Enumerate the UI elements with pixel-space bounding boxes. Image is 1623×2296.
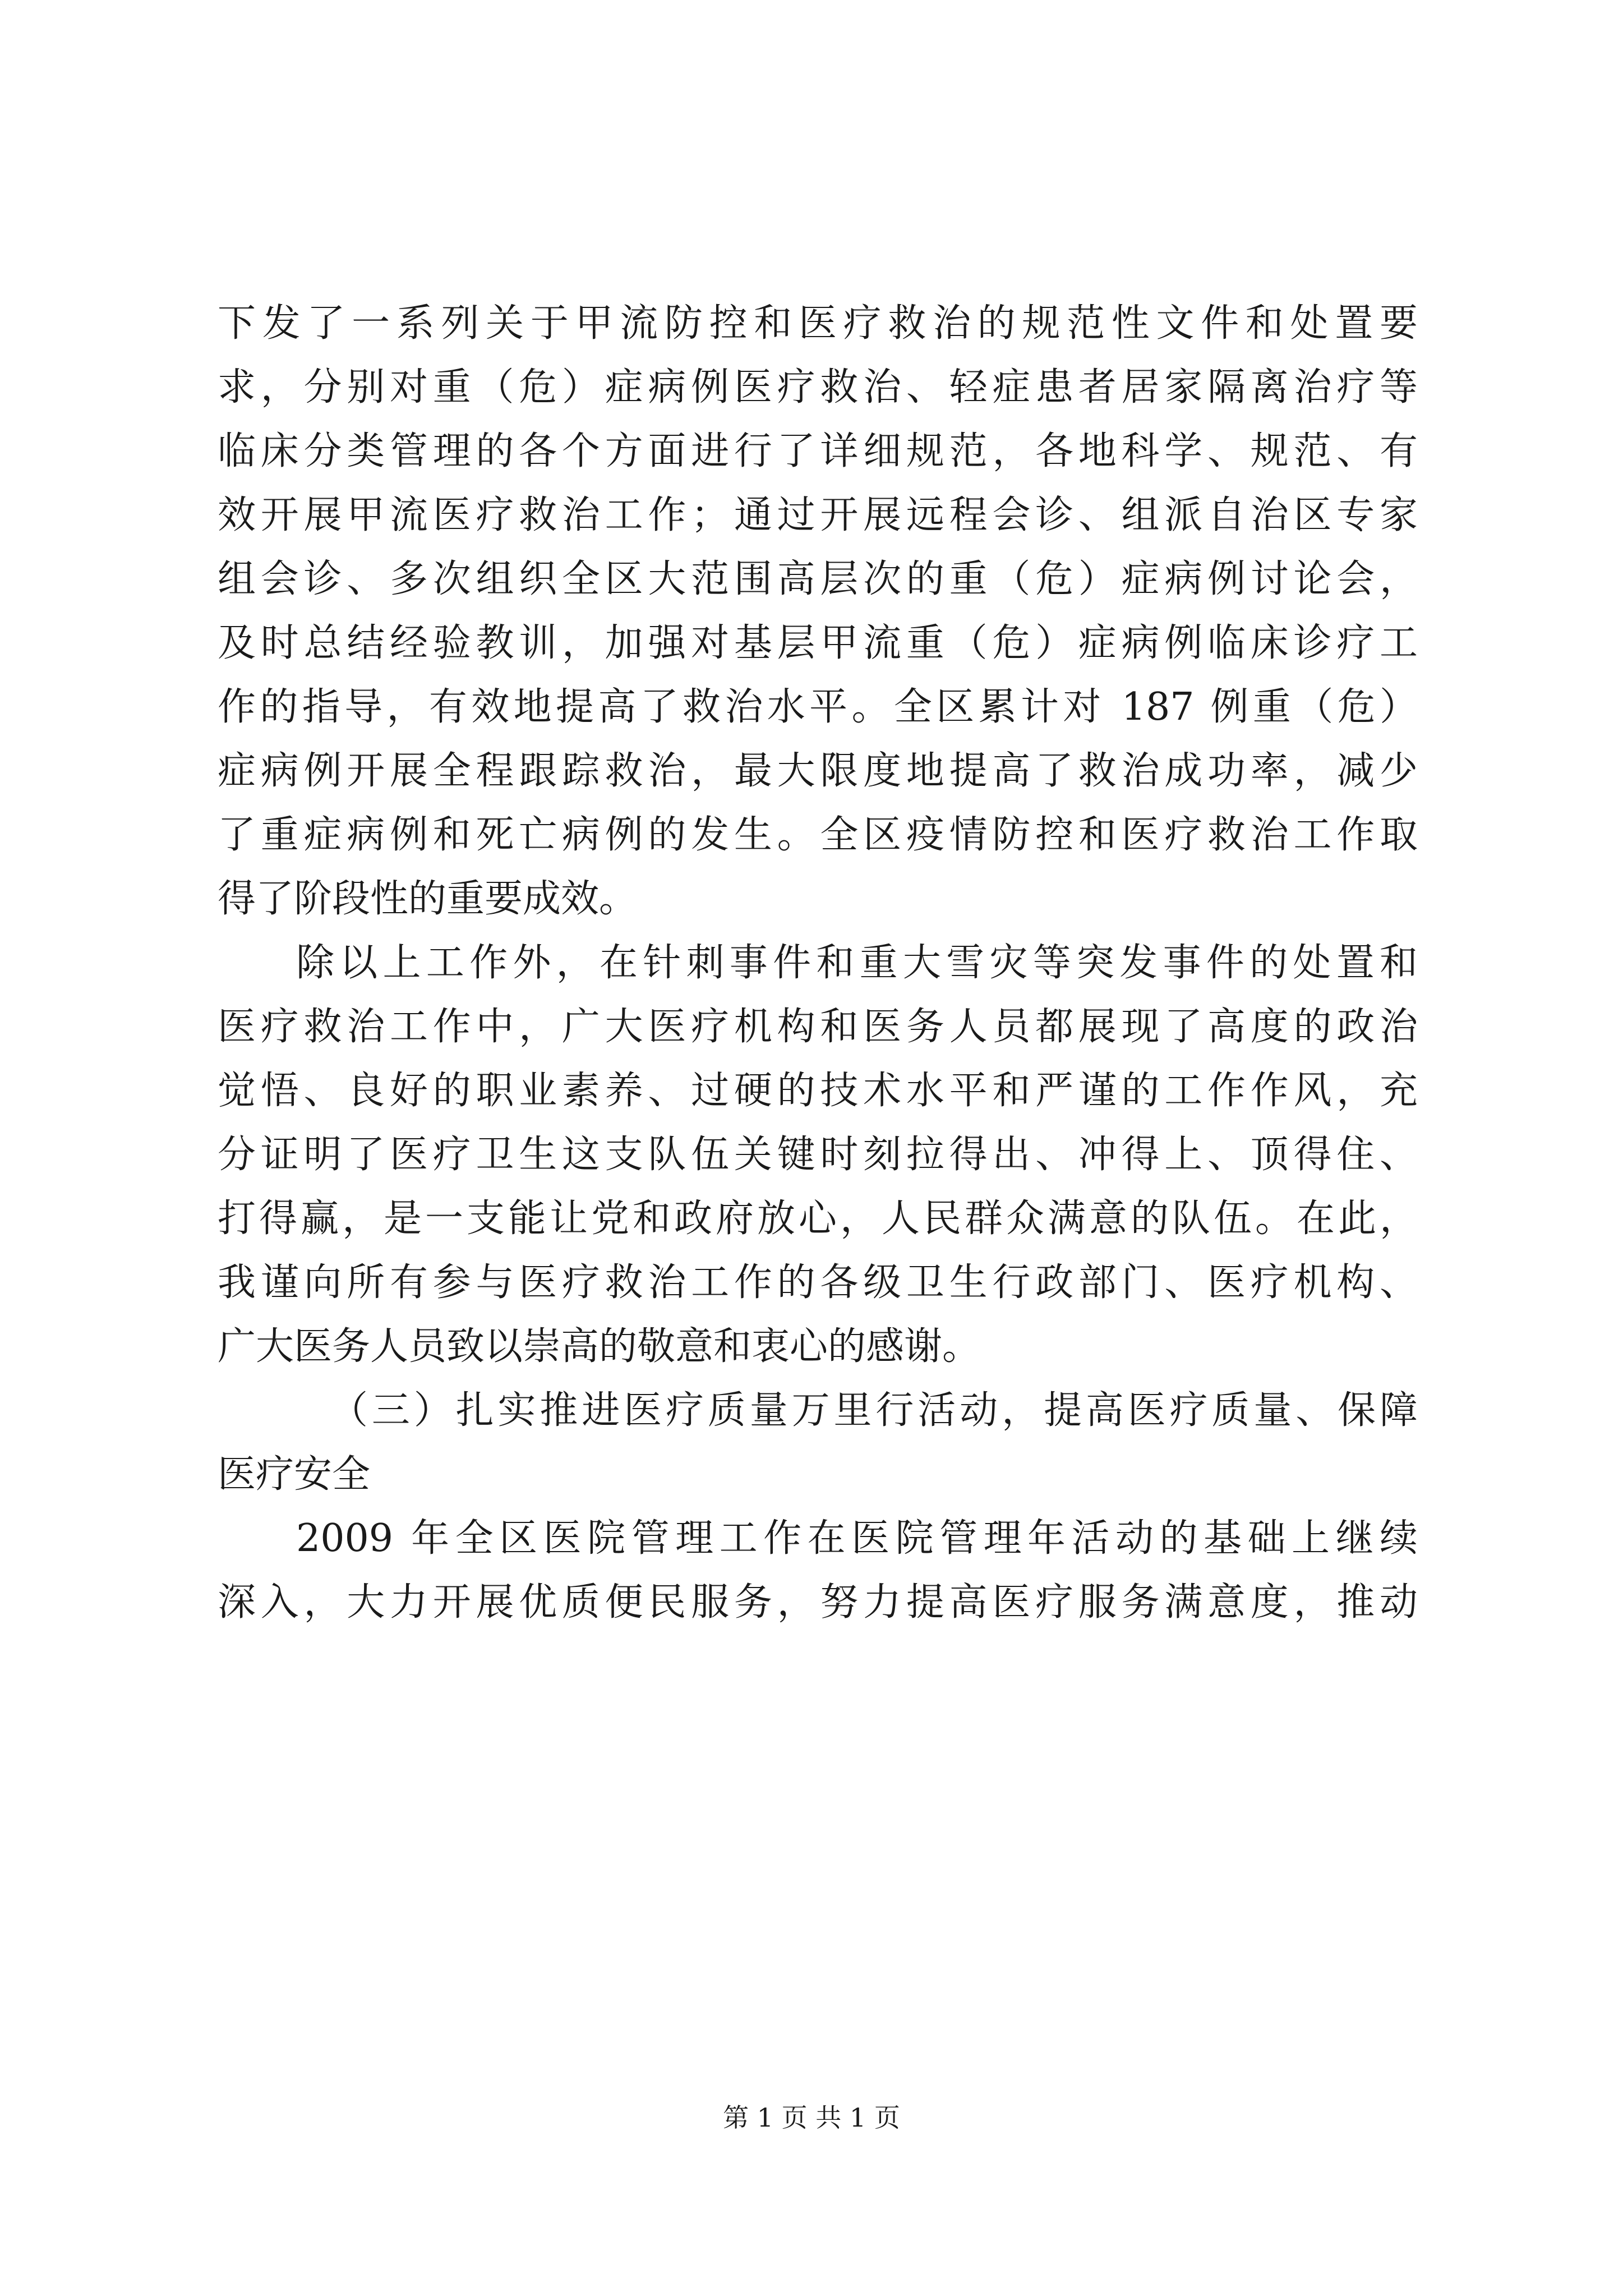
text-line: 分证明了医疗卫生这支队伍关键时刻拉得出、冲得上、顶得住、 (218, 1133, 1418, 1177)
section-heading: （三）扎实推进医疗质量万里行活动，提高医疗质量、保障 (330, 1388, 1418, 1433)
text-line: 下发了一系列关于甲流防控和医疗救治的规范性文件和处置要 (218, 301, 1418, 346)
text-line: 我谨向所有参与医疗救治工作的各级卫生行政部门、医疗机构、 (218, 1260, 1418, 1305)
text-line: 症病例开展全程跟踪救治，最大限度地提高了救治成功率，减少 (218, 749, 1418, 793)
text-line: 广大医务人员致以崇高的敬意和衷心的感谢。 (218, 1324, 981, 1369)
text-line: 医疗救治工作中，广大医疗机构和医务人员都展现了高度的政治 (218, 1005, 1418, 1049)
document-body (218, 292, 1418, 1635)
text-line: 求，分别对重（危）症病例医疗救治、轻症患者居家隔离治疗等 (218, 365, 1418, 409)
text-line: 了重症病例和死亡病例的发生。全区疫情防控和医疗救治工作取 (218, 813, 1418, 857)
text-line: 组会诊、多次组织全区大范围高层次的重（危）症病例讨论会， (218, 557, 1418, 601)
section-heading: 医疗安全 (218, 1452, 371, 1497)
text-line: 临床分类管理的各个方面进行了详细规范，各地科学、规范、有 (218, 429, 1418, 473)
text-line: 得了阶段性的重要成效。 (218, 877, 638, 921)
text-line: 2009 年全区医院管理工作在医院管理年活动的基础上继续 (296, 1516, 1418, 1561)
text-line: 效开展甲流医疗救治工作；通过开展远程会诊、组派自治区专家 (218, 493, 1418, 537)
text-line: 打得赢，是一支能让党和政府放心，人民群众满意的队伍。在此， (218, 1197, 1418, 1241)
page-footer: 第 1 页 共 1 页 (723, 2102, 900, 2133)
text-line: 觉悟、良好的职业素养、过硬的技术水平和严谨的工作作风，充 (218, 1069, 1418, 1113)
text-line: 除以上工作外，在针刺事件和重大雪灾等突发事件的处置和 (296, 941, 1418, 985)
text-line: 作的指导，有效地提高了救治水平。全区累计对 187 例重（危） (218, 685, 1418, 729)
text-line: 深入，大力开展优质便民服务，努力提高医疗服务满意度，推动 (218, 1580, 1418, 1625)
text-line: 及时总结经验教训，加强对基层甲流重（危）症病例临床诊疗工 (218, 621, 1418, 665)
